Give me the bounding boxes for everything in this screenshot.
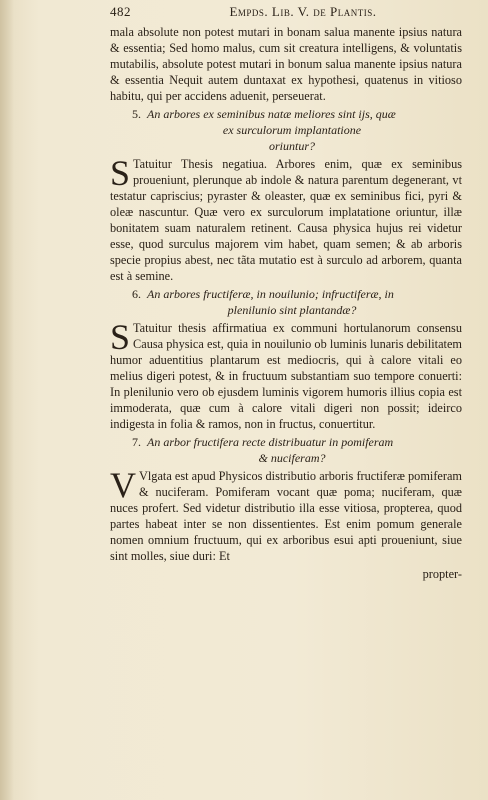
answer-5-paragraph <box>110 153 462 284</box>
answer-6-dropcap: S <box>110 317 131 357</box>
catchword: propter- <box>422 567 462 581</box>
answer-7-dropcap: V <box>110 465 136 505</box>
spine-shadow <box>0 0 14 800</box>
question-6 <box>110 286 462 318</box>
page-header <box>110 4 462 24</box>
running-title: Empds. Lib. V. de Plantis. <box>229 4 377 19</box>
question-6-line-2: plenilunio sint plantandæ? <box>227 303 357 317</box>
answer-7-text: Vlgata est apud Physicos distributio arboris fructiferæ pomiferam & nuciferam. Pomiferam vocant quæ poma; nuciferam, quæ nuces profert. Sed videtur distributio illa esse vitiosa, propterea, quod partes habeat inter se non dissentientes. Est enim pomum generale nomen omnium fructuum, qui ex arboribus esui apti proueniunt, siue sint molles, siue duri: Et <box>110 469 462 563</box>
question-7-line-1: An arbor fructifera recte distribuatur in pomiferam <box>147 435 394 449</box>
question-7-line-2: & nuciferam? <box>258 451 326 465</box>
page-number: 482 <box>110 4 131 19</box>
question-5-number: 5. <box>132 107 141 121</box>
question-7 <box>110 434 462 466</box>
question-7-number: 7. <box>132 435 141 449</box>
question-5-line-2: ex surculorum implantatione <box>222 123 362 137</box>
question-5 <box>110 106 462 154</box>
answer-5-text: Tatuitur Thesis negatiua. Arbores enim, quæ ex seminibus proueniunt, plerunque ab indole & natura parentum degenerant, vt testatur capriscius; pyraster & oleaster, quæ ex seminibus fici, pyri & oleæ nascuntur. Quæ vero ex surculorum implatatione oriuntur, illæ bonitatem suam naturalem retinent. Causa physica hujus rei videtur esse, quod surculus majorem vim habet, quam semen; & ab arboris specie propius abest, nec tãta mutatio est à surculo ad arborem, quanta est à semine. <box>110 157 462 283</box>
answer-5-dropcap: S <box>110 153 131 193</box>
paragraph-continuation: mala absolute non potest mutari in bonam salua manente ipsius natura & essentia; Sed homo malus, cum sit creatura intelligens, & voluntatis mutabilis, absolute potest mutari in bonum salua manente ipsius natura & essentia Nequit autem duntaxat ex hypothesi, quatenus in vitioso habitu, qui per accidens aduenit, perseuerat. <box>110 25 462 103</box>
answer-7-paragraph <box>110 465 462 564</box>
question-5-line-1: An arbores ex seminibus natæ meliores sint ijs, quæ <box>147 107 396 121</box>
question-6-line-1: An arbores fructiferæ, in nouilunio; infructiferæ, in <box>147 287 394 301</box>
answer-6-text: Tatuitur thesis affirmatiua ex communi hortulanorum consensu Causa physica est, quia in nouilunio ob luminis lunaris debilitatem humor aduentitius plantarum est mediocris, qui à calore vitali eo melius digeri potest, & in fructuum substantiam suo tempore conuerti: In plenilunio vero ob ejusdem luminis vigorem humoris illius copia est immoderata, quæ cum à calore vitali digeri non possit; ideirco indigesta in folia & ramos, non in fructus, conuertitur. <box>110 321 462 431</box>
question-5-line-3: oriuntur? <box>268 139 315 153</box>
question-6-number: 6. <box>132 287 141 301</box>
answer-6-paragraph <box>110 317 462 432</box>
